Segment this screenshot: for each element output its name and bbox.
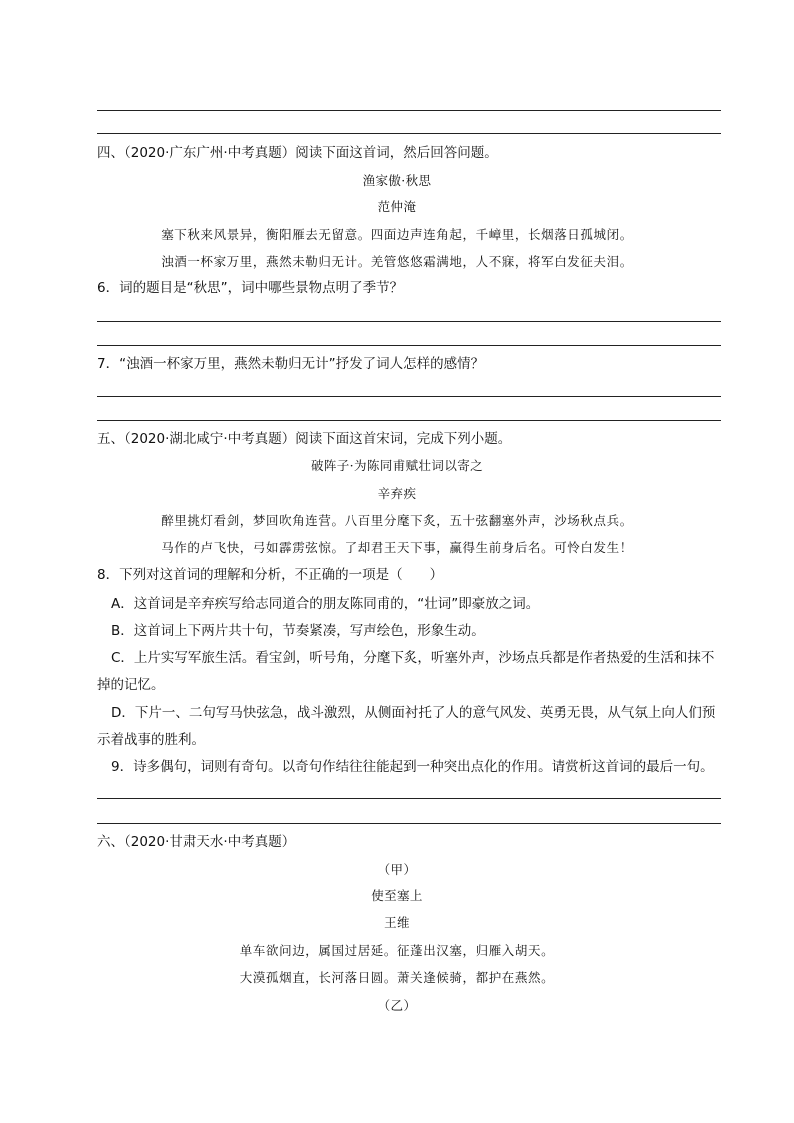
question-8: 8．下列对这首词的理解和分析，不正确的一项是（ ）	[97, 567, 444, 583]
poem6-title: 使至塞上	[371, 888, 423, 903]
answer-rule-q6-1	[97, 321, 721, 322]
poem4-line-1: 塞下秋来风景异，衡阳雁去无留意。四面边声连角起，千嶂里，长烟落日孤城闭。	[161, 227, 633, 242]
answer-rule-q9-1	[97, 798, 721, 799]
poem6-author: 王维	[384, 915, 410, 930]
section6-heading: 六、（2020·甘肃天水·中考真题）	[97, 834, 296, 850]
poem5-line-2: 马作的卢飞快，弓如霹雳弦惊。了却君王天下事，赢得生前身后名。可怜白发生！	[161, 540, 633, 555]
answer-rule-q6-2	[97, 345, 721, 346]
option-d: D．下片一、二句写马快弦急，战斗激烈，从侧面衬托了人的意气风发、英勇无畏，从气氛上向人们预	[111, 705, 716, 721]
poem5-author: 辛弃疾	[377, 486, 417, 501]
question-9: 9．诗多偶句，词则有奇句。以奇句作结往往能起到一种突出点化的作用。请赏析这首词的最后一句。	[111, 759, 714, 775]
question-6: 6．词的题目是“秋思”，词中哪些景物点明了季节？	[97, 280, 404, 296]
option-c: C．上片实写军旅生活。看宝剑，听号角，分麾下炙，听塞外声，沙场点兵都是作者热爱的生活和抹不	[111, 650, 715, 666]
answer-rule-top-2	[97, 133, 721, 134]
option-d-cont: 示着战事的胜利。	[97, 732, 205, 748]
poem6-line-2: 大漠孤烟直，长河落日圆。萧关逢候骑，都护在燕然。	[239, 970, 555, 985]
answer-rule-top-1	[97, 110, 721, 111]
part-b-label: （乙）	[377, 998, 417, 1013]
poem4-author: 范仲淹	[377, 199, 417, 214]
poem4-title: 渔家傲·秋思	[362, 173, 432, 188]
answer-rule-q7-1	[97, 396, 721, 397]
section5-heading: 五、（2020·湖北咸宁·中考真题）阅读下面这首宋词，完成下列小题。	[97, 431, 512, 447]
answer-rule-q7-2	[97, 420, 721, 421]
poem5-line-1: 醉里挑灯看剑，梦回吹角连营。八百里分麾下炙，五十弦翻塞外声，沙场秋点兵。	[161, 513, 633, 528]
answer-rule-q9-2	[97, 823, 721, 824]
part-a-label: （甲）	[377, 862, 417, 877]
section4-heading: 四、（2020·广东广州·中考真题）阅读下面这首词，然后回答问题。	[97, 145, 498, 161]
option-a: A．这首词是辛弃疾写给志同道合的朋友陈同甫的，“壮词”即豪放之词。	[111, 596, 540, 612]
poem6-line-1: 单车欲问边，属国过居延。征蓬出汉塞，归雁入胡天。	[239, 943, 555, 958]
poem5-title: 破阵子·为陈同甫赋壮词以寄之	[310, 458, 484, 473]
option-b: B．这首词上下两片共十句，节奏紧凑，写声绘色，形象生动。	[111, 623, 485, 639]
question-7: 7．“浊酒一杯家万里，燕然未勒归无计”抒发了词人怎样的感情？	[97, 356, 485, 372]
option-c-cont: 掉的记忆。	[97, 677, 165, 693]
poem4-line-2: 浊酒一杯家万里，燕然未勒归无计。羌管悠悠霜满地，人不寐，将军白发征夫泪。	[161, 254, 633, 269]
